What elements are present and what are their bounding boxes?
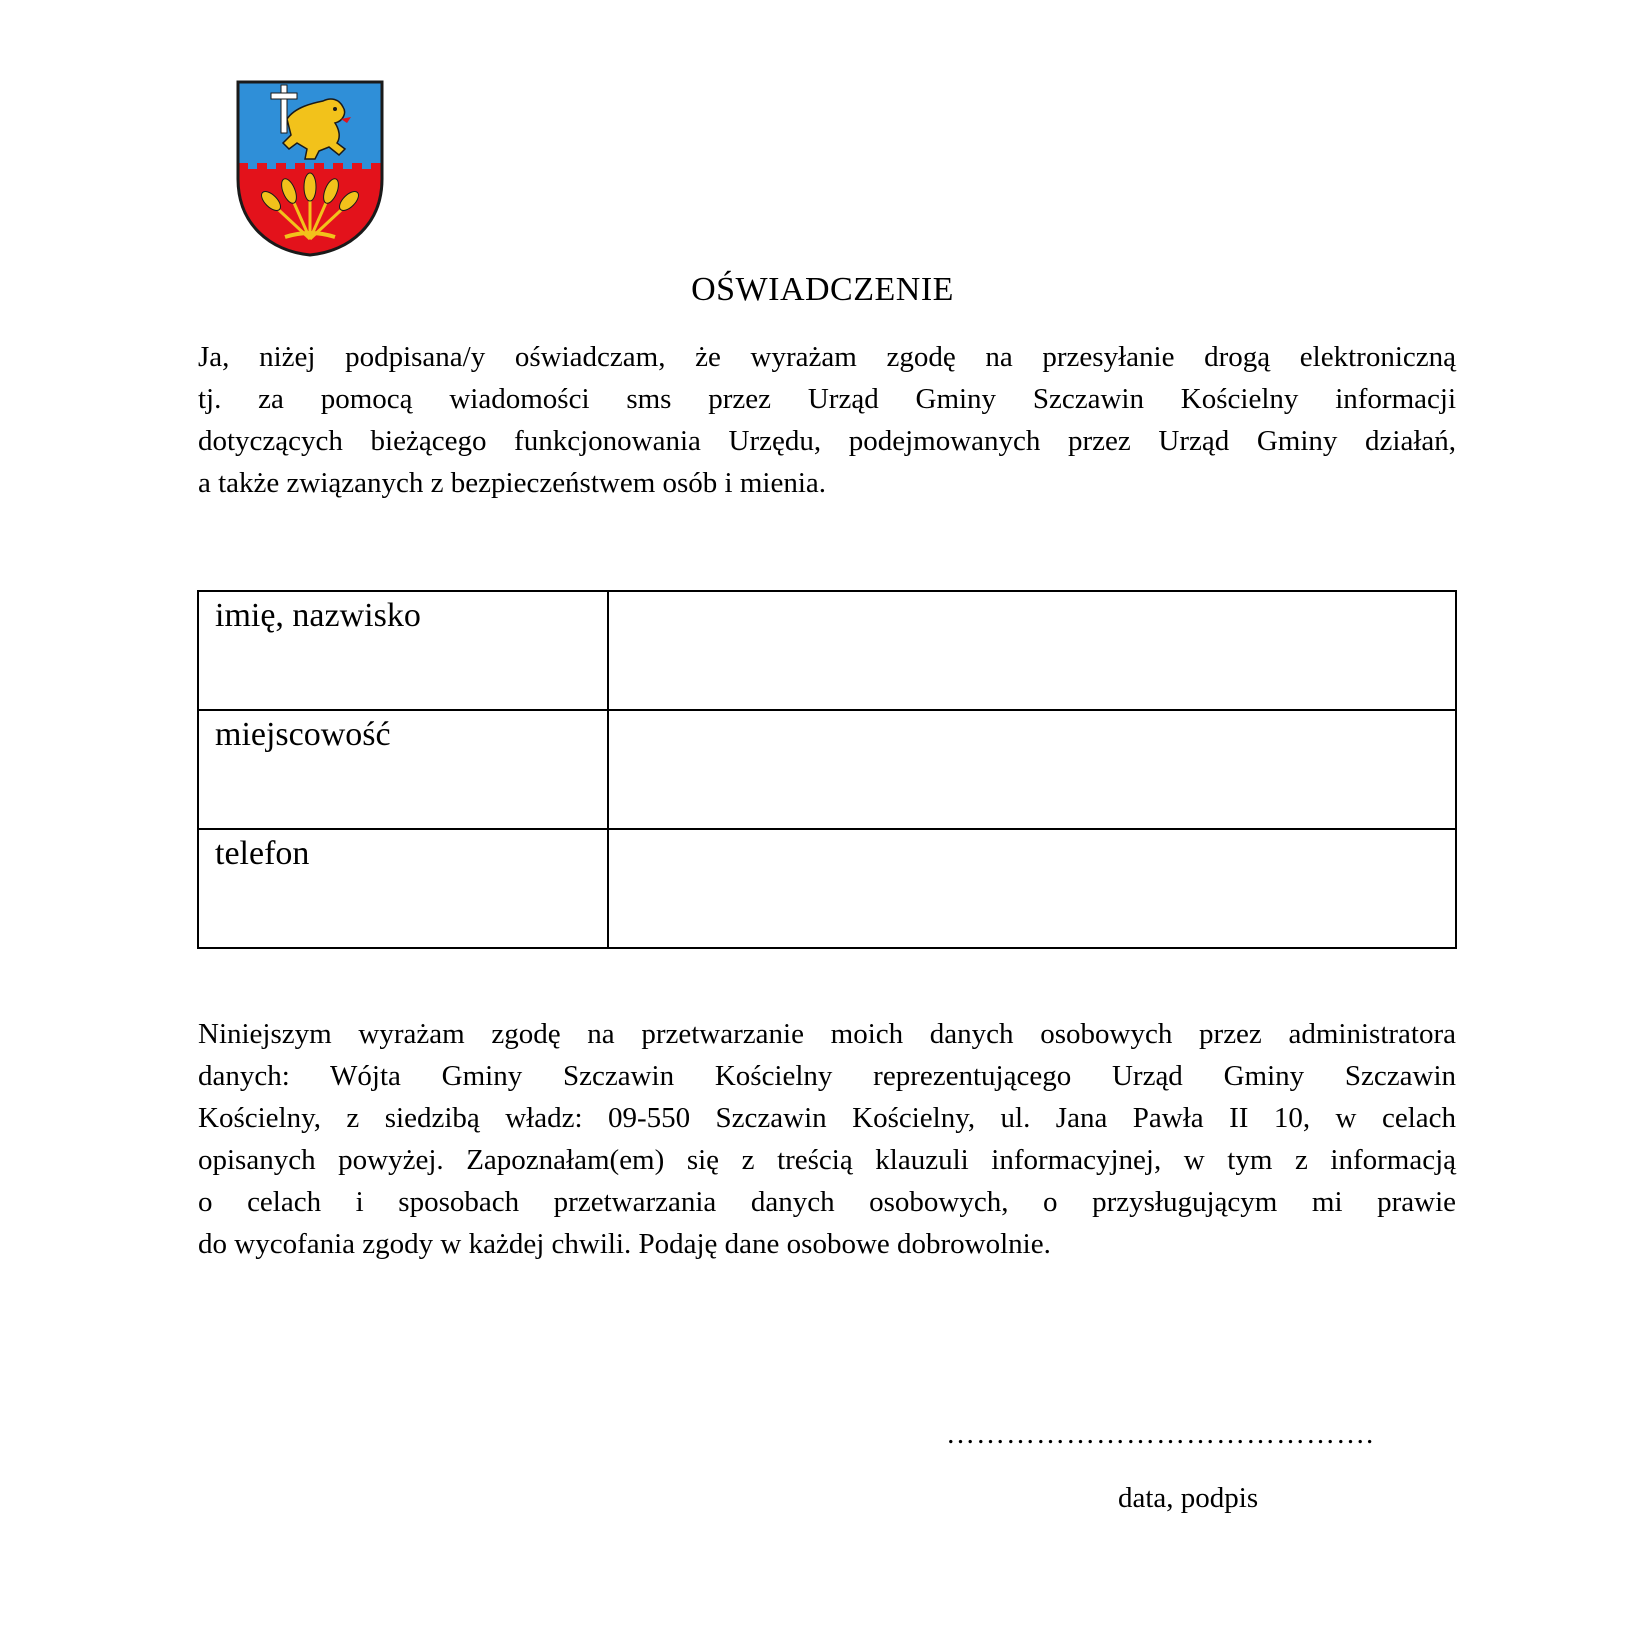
table-row: [198, 591, 1456, 710]
name-field[interactable]: [608, 591, 1456, 710]
locality-label: miejscowość: [198, 710, 608, 829]
intro-line: a także związanych z bezpieczeństwem osób i mienia.: [198, 467, 827, 499]
phone-label: telefon: [198, 829, 608, 948]
intro-line: Ja, niżej podpisana/y oświadczam, że wyrażam zgodę na przesyłanie drogą elektroniczną: [198, 341, 1456, 373]
document-title: OŚWIADCZENIE: [691, 271, 954, 308]
table-row: [198, 710, 1456, 829]
signature-line[interactable]: …………………………………….: [946, 1418, 1375, 1450]
signature-label: data, podpis: [1118, 1482, 1259, 1514]
personal-data-table: [197, 590, 1457, 949]
consent-line: Kościelny, z siedzibą władz: 09-550 Szczawin Kościelny, ul. Jana Pawła II 10, w celach: [198, 1102, 1456, 1134]
coat-of-arms-icon: [235, 79, 385, 257]
consent-paragraph: [198, 1013, 1456, 1265]
consent-line: Niniejszym wyrażam zgodę na przetwarzanie moich danych osobowych przez administratora: [198, 1018, 1456, 1050]
intro-line: tj. za pomocą wiadomości sms przez Urząd Gminy Szczawin Kościelny informacji: [198, 383, 1456, 415]
consent-line: o celach i sposobach przetwarzania danych osobowych, o przysługującym mi prawie: [198, 1186, 1456, 1218]
intro-paragraph: [198, 336, 1456, 504]
consent-line: opisanych powyżej. Zapoznałam(em) się z treścią klauzuli informacyjnej, w tym z informacją: [198, 1144, 1456, 1176]
intro-line: dotyczących bieżącego funkcjonowania Urzędu, podejmowanych przez Urząd Gminy działań,: [198, 425, 1456, 457]
phone-field[interactable]: [608, 829, 1456, 948]
table-row: [198, 829, 1456, 948]
name-label: imię, nazwisko: [198, 591, 608, 710]
locality-field[interactable]: [608, 710, 1456, 829]
consent-line: danych: Wójta Gminy Szczawin Kościelny reprezentującego Urząd Gminy Szczawin: [198, 1060, 1456, 1092]
consent-line: do wycofania zgody w każdej chwili. Podaję dane osobowe dobrowolnie.: [198, 1228, 1051, 1260]
